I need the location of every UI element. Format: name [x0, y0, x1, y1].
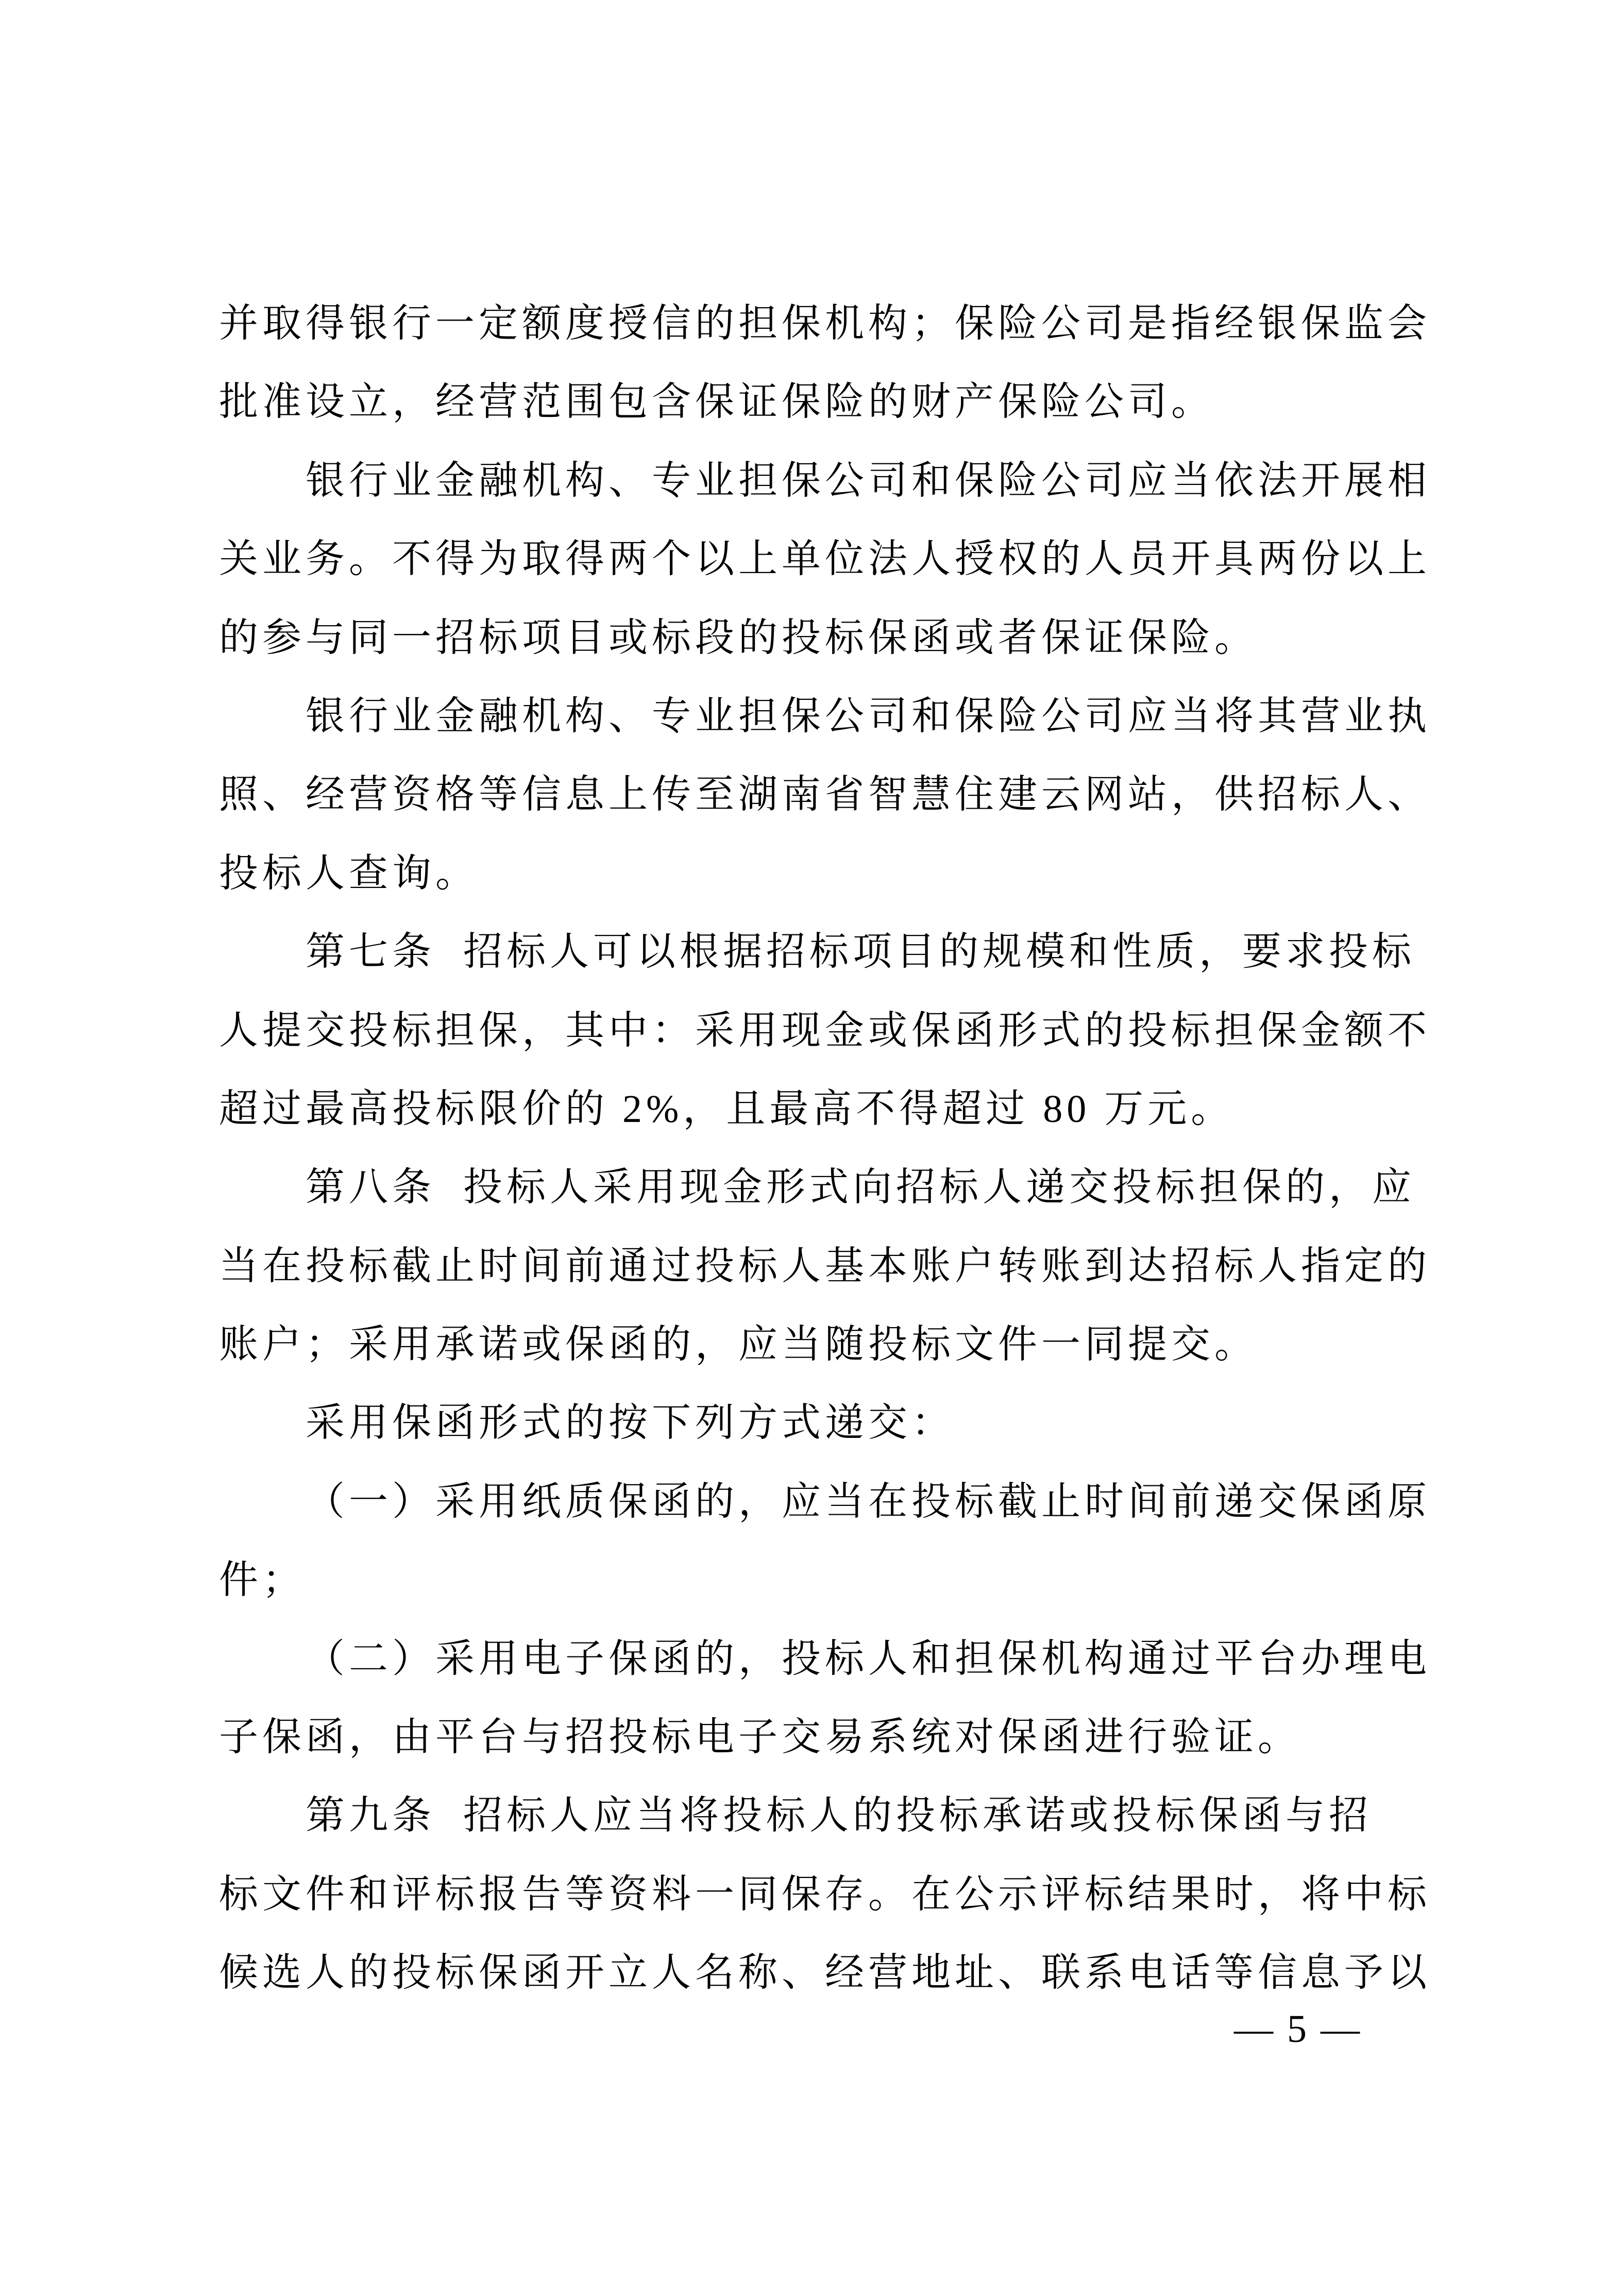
text-line: 标文件和评标报告等资料一同保存。在公示评标结果时，将中标: [219, 1872, 1431, 1916]
text-line: 银行业金融机构、专业担保公司和保险公司应当将其营业执: [306, 694, 1431, 738]
text-line: （二）采用电子保函的，投标人和担保机构通过平台办理电: [306, 1637, 1431, 1681]
text-line: （一）采用纸质保函的，应当在投标截止时间前递交保函原: [306, 1480, 1431, 1523]
text-line: 照、经营资格等信息上传至湖南省智慧住建云网站，供招标人、: [219, 773, 1431, 817]
document-body: [219, 284, 1433, 2013]
text-line: 的参与同一招标项目或标段的投标保函或者保证保险。: [219, 616, 1258, 660]
text-line: 第七条 招标人可以根据招标项目的规模和性质，要求投标: [306, 930, 1415, 974]
text-line: 人提交投标担保，其中：采用现金或保函形式的投标担保金额不: [219, 1009, 1431, 1052]
text-line: 银行业金融机构、专业担保公司和保险公司应当依法开展相: [306, 459, 1431, 502]
text-line: 子保函，由平台与招投标电子交易系统对保函进行验证。: [219, 1716, 1301, 1759]
text-line: 超过最高投标限价的 2%，且最高不得超过 80 万元。: [219, 1087, 1235, 1131]
text-line: 账户；采用承诺或保函的，应当随投标文件一同提交。: [219, 1323, 1258, 1367]
text-line: 批准设立，经营范围包含保证保险的财产保险公司。: [219, 380, 1214, 424]
text-line: 关业务。不得为取得两个以上单位法人授权的人员开具两份以上: [219, 538, 1431, 581]
text-line: 第九条 招标人应当将投标人的投标承诺或投标保函与招: [306, 1794, 1372, 1838]
page-number: — 5 —: [1234, 2007, 1362, 2051]
text-line: 第八条 投标人采用现金形式向招标人递交投标担保的，应: [306, 1166, 1415, 1210]
text-line: 投标人查询。: [219, 851, 479, 895]
text-line: 采用保函形式的按下列方式递交：: [306, 1401, 955, 1445]
text-line: 件；: [219, 1558, 306, 1602]
text-line: 候选人的投标保函开立人名称、经营地址、联系电话等信息予以: [219, 1951, 1431, 1995]
text-line: 并取得银行一定额度授信的担保机构；保险公司是指经银保监会: [219, 302, 1431, 345]
text-line: 当在投标截止时间前通过投标人基本账户转账到达招标人指定的: [219, 1244, 1431, 1288]
